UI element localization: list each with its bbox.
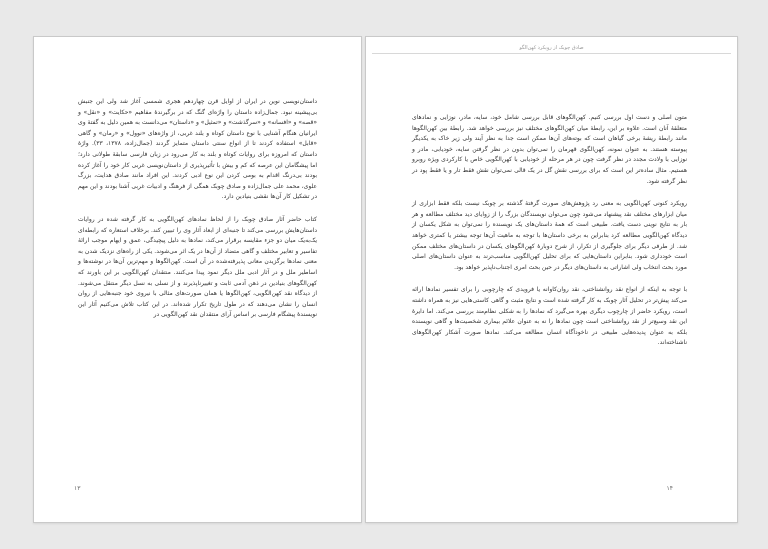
paragraph: با توجه به اینکه از انواع نقد روانشناختی، نقد روان‌کاوانه یا فرویدی که چارچوبی را برای تفسیر نمادها ارائه می‌کند پیش‌تر در تحلیل آثار چوبک به کار گرفته شده است و نتایج مثبت و گاهی کاستی‌هایی نیز به همراه داشته است، رویکرد حاضر از چارچوب دیگری بهره می‌گیرد که نمادها را به شکلی نظام‌مند بررسی می‌کند. اما دایرهٔ این نقد وسیع‌تر از نقد روانشناختی است چون نمادها را نه به عنوان علائم بیماری شخصیت‌ها و گاهی نویسنده بلکه به عنوان پدیده‌هایی طبیعی در ناخودآگاه انسان مطالعه می‌کند. نمادها صورت آشکار کهن‌الگوهای ناشناخته‌اند. (412, 286, 687, 347)
right-page (365, 36, 738, 523)
page-number: ۱۴ (666, 485, 673, 492)
paragraph: کتاب حاضر آثار صادق چوبک را از لحاظ نمادهای کهن‌الگویی به کار گرفته شده در روایات داستان‌هایش بررسی می‌کند تا جنبه‌ای از ابعاد آثار وی را تبیین کند. برخلاف استعاره که رابطه‌ای یک‌به‌یک میان دو جزء مقایسه برقرار می‌کند، نمادها به دلیل پیچیدگی، عمق و ایهام موجب ارائهٔ تفاسیر و تعابیر مختلف و گاهی متضاد از آن‌ها در یک اثر می‌شوند. یکی از راه‌های نزدیک شدن به معنی نمادها برگزیدن معانی پذیرفته‌شده در آن است. کهن‌الگوها و مهم‌ترین آن‌ها در نوشته‌ها و اساطیر ملل و در آثار ادبی ملل دیگر نمود پیدا می‌کنند. منتقدان کهن‌الگویی بر این باورند که کهن‌الگوهای بنیادین در ذهن آدمی ثابت و تغییرناپذیرند و از نسلی به نسل دیگر منتقل می‌شوند. از دیدگاه نقد کهن‌الگویی، کهن‌الگوها یا همان صورت‌های مثالی با نیروی خود جنبه‌هایی از روان انسان را نشان می‌دهند که در طول تاریخ تکرار شده‌اند. در این کتاب تلاش می‌کنیم آثار این نویسندهٔ پیشگام فارسی بر اساس آرای منتقدان نقد کهن‌الگویی در (78, 215, 317, 319)
left-page-body (78, 97, 317, 333)
running-header: صادق چوبک از رویکرد کهن‌الگو (519, 45, 584, 51)
right-page-body (412, 113, 687, 361)
left-page (33, 36, 362, 523)
header-divider (372, 53, 731, 54)
paragraph: رویکرد کنونی کهن‌الگویی به معنی رد پژوهش‌های صورت گرفتهٔ گذشته بر چوبک نیست بلکه فقط ابزاری از میان ابزارهای مختلف نقد پیشنهاد می‌شود چون می‌توان نویسندگان بزرگ را از زوایای دید مختلف مطالعه و هر بار به نتایج نوینی دست یافت. طبیعی است که همهٔ داستان‌های یک نویسنده را نمی‌توان به شکل یکسان از دیدگاه کهن‌الگویی مطالعه کرد بنابراین به برخی داستان‌ها با توجه به ماهیت آن‌ها توجه بیشتر یا کمتری خواهد شد. از طرفی دیگر برای جلوگیری از تکرار، از شرح دوبارهٔ کهن‌الگوهای یکسان در داستان‌های مختلف ممکن است خودداری شود. بنابراین داستان‌هایی که برای تحلیل کهن‌الگویی مناسب‌ترند به عنوان داستان‌های اصلی مورد بحث انتخاب ولی اشاراتی به داستان‌های دیگر در حین بحث امری اجتناب‌ناپذیر خواهد بود. (412, 200, 687, 271)
page-number: ۱۳ (74, 485, 81, 492)
paragraph: متون اصلی و دست اول بررسی کنیم. کهن‌الگوهای قابل بررسی شامل خود، سایه، مادر، نوزایی و نمادهای متعلقهٔ آنان است. علاوه بر این، رابطهٔ میان کهن‌الگوهای مختلف نیز بررسی خواهد شد. رابطهٔ بین کهن‌الگوها مانند رابطهٔ ریشهٔ برخی گیاهان است که بوته‌های آن‌ها ممکن است جدا به نظر آیند ولی زیر خاک به یکدیگر پیوسته هستند. به عنوان نمونه، کهن‌الگوی قهرمان را نمی‌توان بدون در نظر گرفتن سایه، خودیابی، مادر و نوزایی با ولادت مجدد در نظر گرفت چون در هر مرحله از خودیابی با کهن‌الگویی خاص یا کارکردی ویژه روبرو هستیم. مثال ساده‌تر این است که برای بررسی نقش گل در یک قالی نمی‌توان نقش فقط تار و یا فقط پود در نظر گرفته شود. (412, 114, 687, 185)
paragraph: داستان‌نویسی نوین در ایران از اوایل قرن چهاردهم هجری شمسی آغاز شد ولی این جنبش بی‌پیشینه نبود. جمال‌زاده داستان را واژه‌ای گنگ که در برگیرندهٔ مفاهیم «حکایت» و «نقل» و «قصه» و «افسانه» و «سرگذشت» و «تمثیل» و «داستان» می‌دانست به همین دلیل به گفتهٔ وی ایرانیان هنگام آشنایی با نوع داستان کوتاه و بلند غربی، از واژه‌های «نوول» و «رمان» و گاهی «قابل» استفاده کردند تا از انواع سنتی داستان متمایز گردند (جمال‌زاده، ۱۳۷۸، ۳۳). واژهٔ داستان که امروزه برای روایات کوتاه و بلند به کار می‌رود در زبان فارسی سابقهٔ طولانی دارد؛ اما پیشگامان این عرصه که کم و بیش با تأثیرپذیری از داستان‌نویسی غربی کار خود را آغاز کرده بودند بی‌درنگ اقدام به بومی کردن این نوع ادبی کردند. این افراد مانند صادق هدایت، بزرگ علوی، محمد علی جمال‌زاده و صادق چوبک همگی از فرهنگ و ادبیات غربی آشنا بودند و این مهم در تشکیل کار آن‌ها نقشی بنیادین دارد. (78, 98, 318, 201)
